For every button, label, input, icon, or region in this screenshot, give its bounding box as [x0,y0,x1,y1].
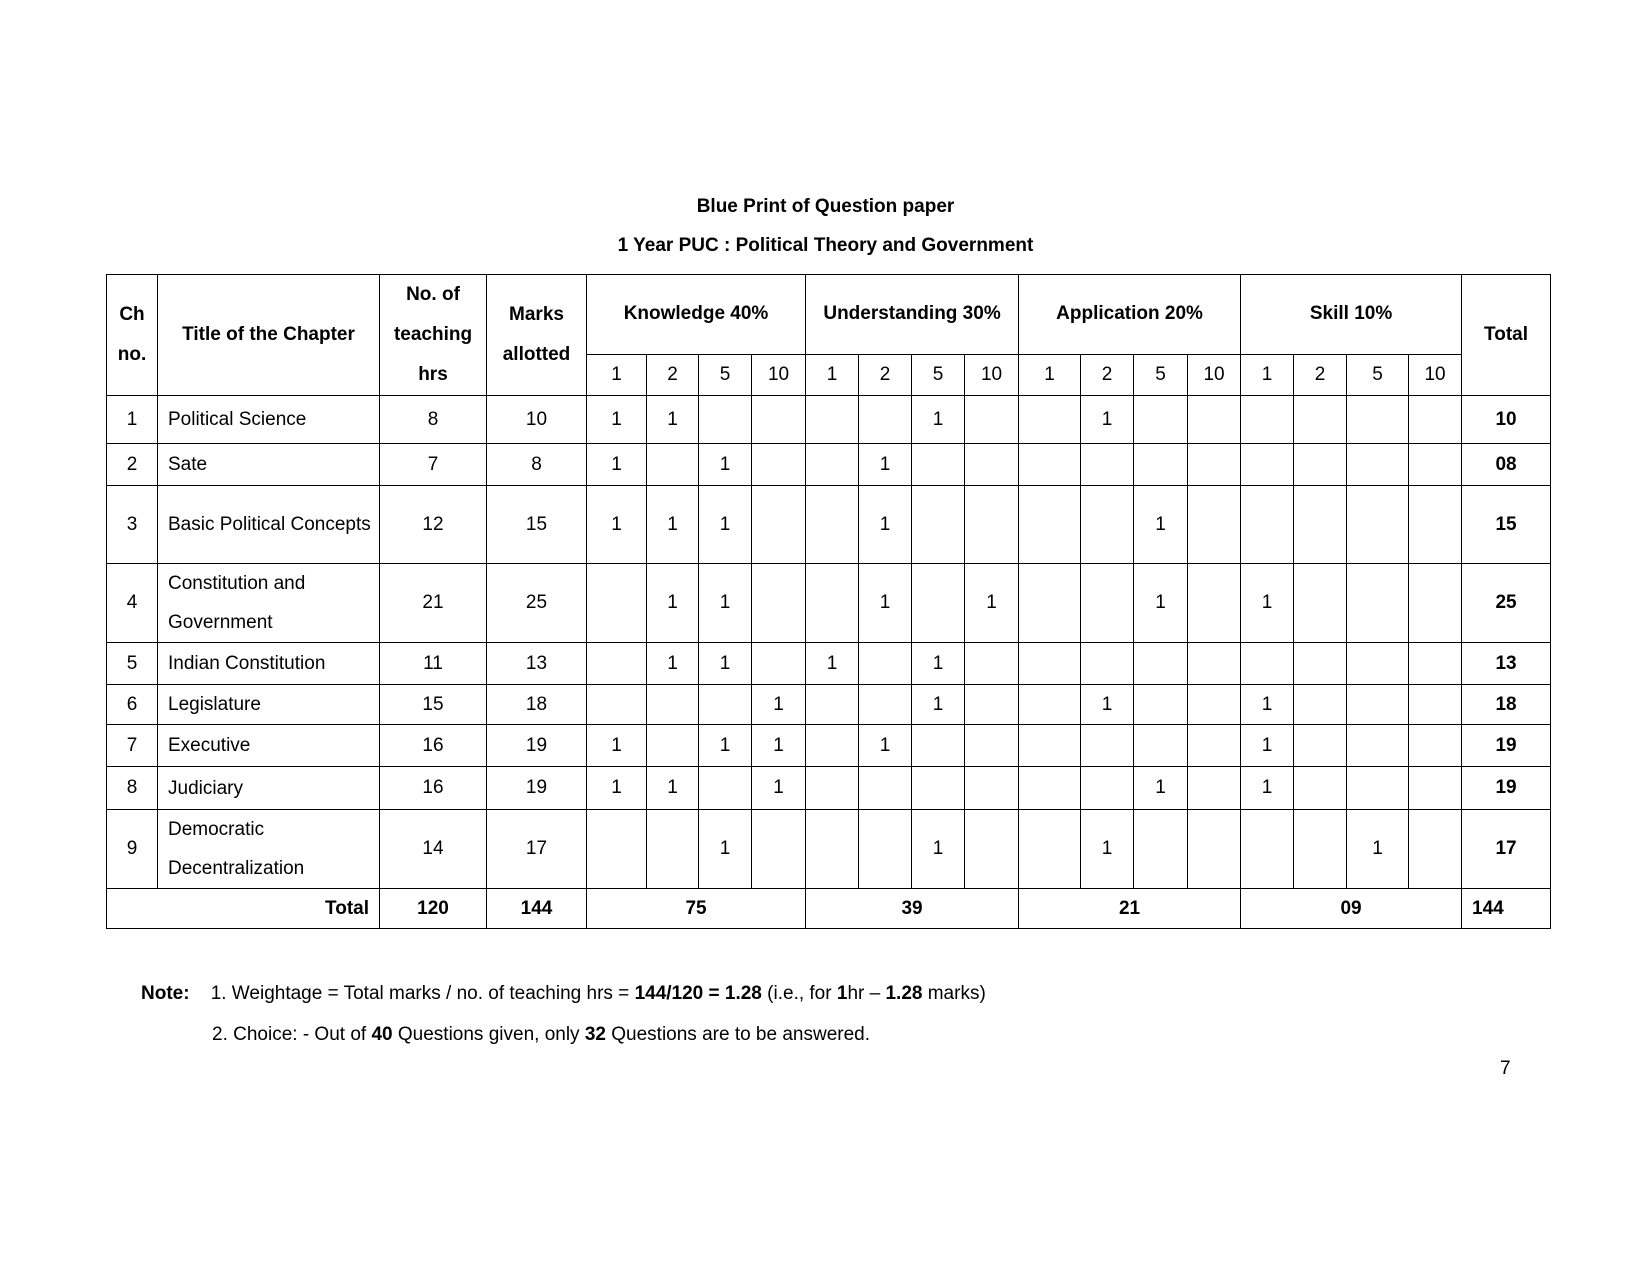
question-count-cell [965,725,1019,767]
question-count-cell [752,486,806,564]
question-count-cell [806,564,859,643]
question-count-cell: 1 [647,486,699,564]
question-count-cell [1347,767,1409,810]
question-count-cell: 1 [806,643,859,685]
table-row [107,396,1551,444]
question-count-cell [1294,486,1347,564]
question-count-cell [647,725,699,767]
note-1-text: 1. Weightage = Total marks / no. of teaching hrs = [210,983,635,1004]
question-count-cell [1081,767,1134,810]
question-count-cell [1134,685,1188,725]
header-group-understanding: Understanding 30% [806,275,1019,355]
question-count-cell: 1 [1081,396,1134,444]
row-total: 19 [1462,725,1551,767]
question-count-cell [806,810,859,889]
question-count-cell: 1 [699,564,752,643]
note-2-text-3: Questions are to be answered. [605,1024,871,1045]
chapter-title: Sate [158,444,380,486]
question-count-cell: 1 [1134,767,1188,810]
question-count-cell [912,767,965,810]
question-count-cell: 1 [699,725,752,767]
question-count-cell [1294,810,1347,889]
question-count-cell: 1 [1134,564,1188,643]
chapter-title: Indian Constitution [158,643,380,685]
question-count-cell [587,643,647,685]
question-count-cell [1019,725,1081,767]
header-group-knowledge: Knowledge 40% [587,275,806,355]
question-count-cell [1294,564,1347,643]
note-2-text: 2. Choice: - Out of [212,1024,372,1045]
teaching-hrs: 16 [380,767,487,810]
question-count-cell [859,810,912,889]
question-count-cell [1134,396,1188,444]
question-count-cell: 1 [647,767,699,810]
row-total: 19 [1462,767,1551,810]
chapter-number: 9 [107,810,158,889]
row-total: 08 [1462,444,1551,486]
question-count-cell: 1 [647,564,699,643]
header-hrs: No. of teaching hrs [380,275,487,396]
question-count-cell [699,396,752,444]
table-row [107,643,1551,685]
question-count-cell: 1 [1241,685,1294,725]
question-count-cell [806,767,859,810]
teaching-hrs: 21 [380,564,487,643]
question-count-cell [965,486,1019,564]
question-count-cell: 1 [699,444,752,486]
subheader-mark-value: 2 [1081,354,1134,395]
question-count-cell [1241,810,1294,889]
marks-allotted: 8 [487,444,587,486]
question-count-cell: 1 [647,643,699,685]
subheader-mark-value: 2 [1294,354,1347,395]
chapter-number: 6 [107,685,158,725]
question-count-cell [1294,685,1347,725]
question-count-cell [859,767,912,810]
subheader-mark-value: 1 [806,354,859,395]
question-count-cell [1019,685,1081,725]
question-count-cell [1347,444,1409,486]
total-skill: 09 [1241,889,1462,929]
question-count-cell: 1 [1081,810,1134,889]
blueprint-table [106,274,1551,929]
question-count-cell: 1 [587,725,647,767]
header-group-application: Application 20% [1019,275,1241,355]
table-row [107,685,1551,725]
question-count-cell [1347,486,1409,564]
marks-allotted: 18 [487,685,587,725]
teaching-hrs: 12 [380,486,487,564]
row-total: 10 [1462,396,1551,444]
question-count-cell [1409,643,1462,685]
question-count-cell: 1 [1347,810,1409,889]
question-count-cell [752,810,806,889]
page-number: 7 [1500,1058,1511,1079]
note-2-given: 40 [371,1024,393,1045]
subheader-mark-value: 1 [1019,354,1081,395]
teaching-hrs: 15 [380,685,487,725]
chapter-number: 4 [107,564,158,643]
question-count-cell [1081,486,1134,564]
question-count-cell: 1 [699,486,752,564]
question-count-cell [699,685,752,725]
subheader-mark-value: 1 [1241,354,1294,395]
subheader-mark-value: 5 [1347,354,1409,395]
question-count-cell [587,685,647,725]
question-count-cell: 1 [587,486,647,564]
question-count-cell [965,643,1019,685]
chapter-number: 3 [107,486,158,564]
question-count-cell [1241,396,1294,444]
question-count-cell [1347,725,1409,767]
question-count-cell: 1 [1241,767,1294,810]
question-count-cell [1019,810,1081,889]
marks-allotted: 25 [487,564,587,643]
row-total: 13 [1462,643,1551,685]
subheader-mark-value: 2 [859,354,912,395]
chapter-title: Democratic Decentralization [158,810,380,889]
question-count-cell [1134,444,1188,486]
chapter-title: Political Science [158,396,380,444]
question-count-cell [1019,643,1081,685]
question-count-cell [1019,767,1081,810]
header-marks: Marks allotted [487,275,587,396]
row-total: 17 [1462,810,1551,889]
question-count-cell: 1 [587,396,647,444]
question-count-cell: 1 [912,396,965,444]
marks-allotted: 19 [487,767,587,810]
chapter-title: Judiciary [158,767,380,810]
teaching-hrs: 7 [380,444,487,486]
question-count-cell [1409,564,1462,643]
question-count-cell [1409,396,1462,444]
question-count-cell: 1 [859,486,912,564]
question-count-cell [1409,725,1462,767]
row-total: 15 [1462,486,1551,564]
marks-allotted: 13 [487,643,587,685]
chapter-number: 1 [107,396,158,444]
question-count-cell: 1 [752,725,806,767]
chapter-number: 7 [107,725,158,767]
total-grand: 144 [1462,889,1551,929]
question-count-cell [1409,810,1462,889]
chapter-title: Legislature [158,685,380,725]
row-total: 18 [1462,685,1551,725]
question-count-cell [806,685,859,725]
subheader-mark-value: 5 [912,354,965,395]
marks-allotted: 10 [487,396,587,444]
note-1-text-2: (i.e., for [761,983,837,1004]
question-count-cell: 1 [587,444,647,486]
question-count-cell: 1 [912,810,965,889]
marks-allotted: 19 [487,725,587,767]
question-count-cell [965,767,1019,810]
table-row [107,564,1551,643]
question-count-cell [1294,396,1347,444]
question-count-cell [859,643,912,685]
question-count-cell [912,564,965,643]
question-count-cell [1188,396,1241,444]
table-row [107,486,1551,564]
question-count-cell [1241,444,1294,486]
question-count-cell [1294,643,1347,685]
question-count-cell [806,486,859,564]
question-count-cell [1347,396,1409,444]
header-group-skill: Skill 10% [1241,275,1462,355]
chapter-title: Constitution and Government [158,564,380,643]
subheader-mark-value: 10 [1409,354,1462,395]
question-count-cell [587,564,647,643]
question-count-cell [859,396,912,444]
question-count-cell [1409,685,1462,725]
total-application: 21 [1019,889,1241,929]
note-2-answered: 32 [584,1024,606,1045]
question-count-cell: 1 [1134,486,1188,564]
question-count-cell [1347,643,1409,685]
question-count-cell [806,725,859,767]
page-title: Blue Print of Question paper [696,196,955,217]
table-row [107,725,1551,767]
question-count-cell [1134,725,1188,767]
question-count-cell [1019,564,1081,643]
question-count-cell [1134,810,1188,889]
question-count-cell: 1 [859,725,912,767]
question-count-cell [1081,643,1134,685]
question-count-cell [647,810,699,889]
question-count-cell [1188,486,1241,564]
question-count-cell [752,643,806,685]
question-count-cell: 1 [859,444,912,486]
marks-allotted: 17 [487,810,587,889]
question-count-cell [1347,564,1409,643]
question-count-cell [587,810,647,889]
total-knowledge: 75 [587,889,806,929]
subheader-mark-value: 10 [1188,354,1241,395]
marks-allotted: 15 [487,486,587,564]
question-count-cell [1188,564,1241,643]
question-count-cell [965,685,1019,725]
question-count-cell [1294,767,1347,810]
question-count-cell [1019,396,1081,444]
subheader-mark-value: 5 [699,354,752,395]
question-count-cell: 1 [912,685,965,725]
question-count-cell [752,444,806,486]
note-1-text-4: marks) [922,983,986,1004]
teaching-hrs: 14 [380,810,487,889]
teaching-hrs: 16 [380,725,487,767]
header-total: Total [1462,275,1551,396]
question-count-cell [1188,444,1241,486]
question-count-cell [1188,767,1241,810]
total-marks: 144 [487,889,587,929]
chapter-number: 2 [107,444,158,486]
subheader-mark-value: 1 [587,354,647,395]
page-subtitle: 1 Year PUC : Political Theory and Government [617,235,1034,256]
question-count-cell [1134,643,1188,685]
note-1-text-3: hr – [847,983,886,1004]
table-row [107,767,1551,810]
question-count-cell [1409,444,1462,486]
subheader-mark-value: 10 [752,354,806,395]
note-1-hr: 1 [836,983,848,1004]
chapter-number: 8 [107,767,158,810]
question-count-cell [752,396,806,444]
question-count-cell [1409,486,1462,564]
question-count-cell: 1 [912,643,965,685]
chapter-number: 5 [107,643,158,685]
header-ch-no: Ch no. [107,275,158,396]
question-count-cell [806,444,859,486]
question-count-cell [1188,685,1241,725]
question-count-cell: 1 [1241,564,1294,643]
question-count-cell [912,486,965,564]
question-count-cell [1294,725,1347,767]
question-count-cell: 1 [1241,725,1294,767]
question-count-cell [699,767,752,810]
note-1-marks: 1.28 [885,983,923,1004]
note-1-ratio: 144/120 = 1.28 [634,983,762,1004]
question-count-cell [1081,444,1134,486]
question-count-cell [1081,564,1134,643]
chapter-title: Executive [158,725,380,767]
question-count-cell: 1 [587,767,647,810]
question-count-cell: 1 [859,564,912,643]
question-count-cell [647,444,699,486]
subheader-mark-value: 10 [965,354,1019,395]
total-understanding: 39 [806,889,1019,929]
question-count-cell [1241,643,1294,685]
question-count-cell [1347,685,1409,725]
table-row [107,444,1551,486]
teaching-hrs: 8 [380,396,487,444]
question-count-cell [1019,444,1081,486]
note-label: Note: [141,983,190,1004]
header-title: Title of the Chapter [158,275,380,396]
question-count-cell [1188,810,1241,889]
question-count-cell [1188,643,1241,685]
question-count-cell [965,396,1019,444]
question-count-cell: 1 [699,643,752,685]
question-count-cell [1188,725,1241,767]
question-count-cell [1019,486,1081,564]
chapter-title: Basic Political Concepts [158,486,380,564]
question-count-cell [965,444,1019,486]
subheader-mark-value: 2 [647,354,699,395]
question-count-cell [859,685,912,725]
note-line-2 [212,1024,870,1046]
question-count-cell: 1 [647,396,699,444]
question-count-cell [965,810,1019,889]
row-total: 25 [1462,564,1551,643]
question-count-cell [1409,767,1462,810]
question-count-cell: 1 [965,564,1019,643]
question-count-cell [647,685,699,725]
question-count-cell: 1 [1081,685,1134,725]
question-count-cell: 1 [699,810,752,889]
question-count-cell [1081,725,1134,767]
question-count-cell [912,444,965,486]
table-row [107,810,1551,889]
note-2-text-2: Questions given, only [392,1024,585,1045]
question-count-cell [752,564,806,643]
question-count-cell: 1 [752,685,806,725]
question-count-cell [1241,486,1294,564]
question-count-cell [1294,444,1347,486]
teaching-hrs: 11 [380,643,487,685]
subheader-mark-value: 5 [1134,354,1188,395]
question-count-cell [912,725,965,767]
question-count-cell: 1 [752,767,806,810]
note-line-1 [141,983,986,1005]
total-hrs: 120 [380,889,487,929]
total-label: Total [107,889,380,929]
question-count-cell [806,396,859,444]
